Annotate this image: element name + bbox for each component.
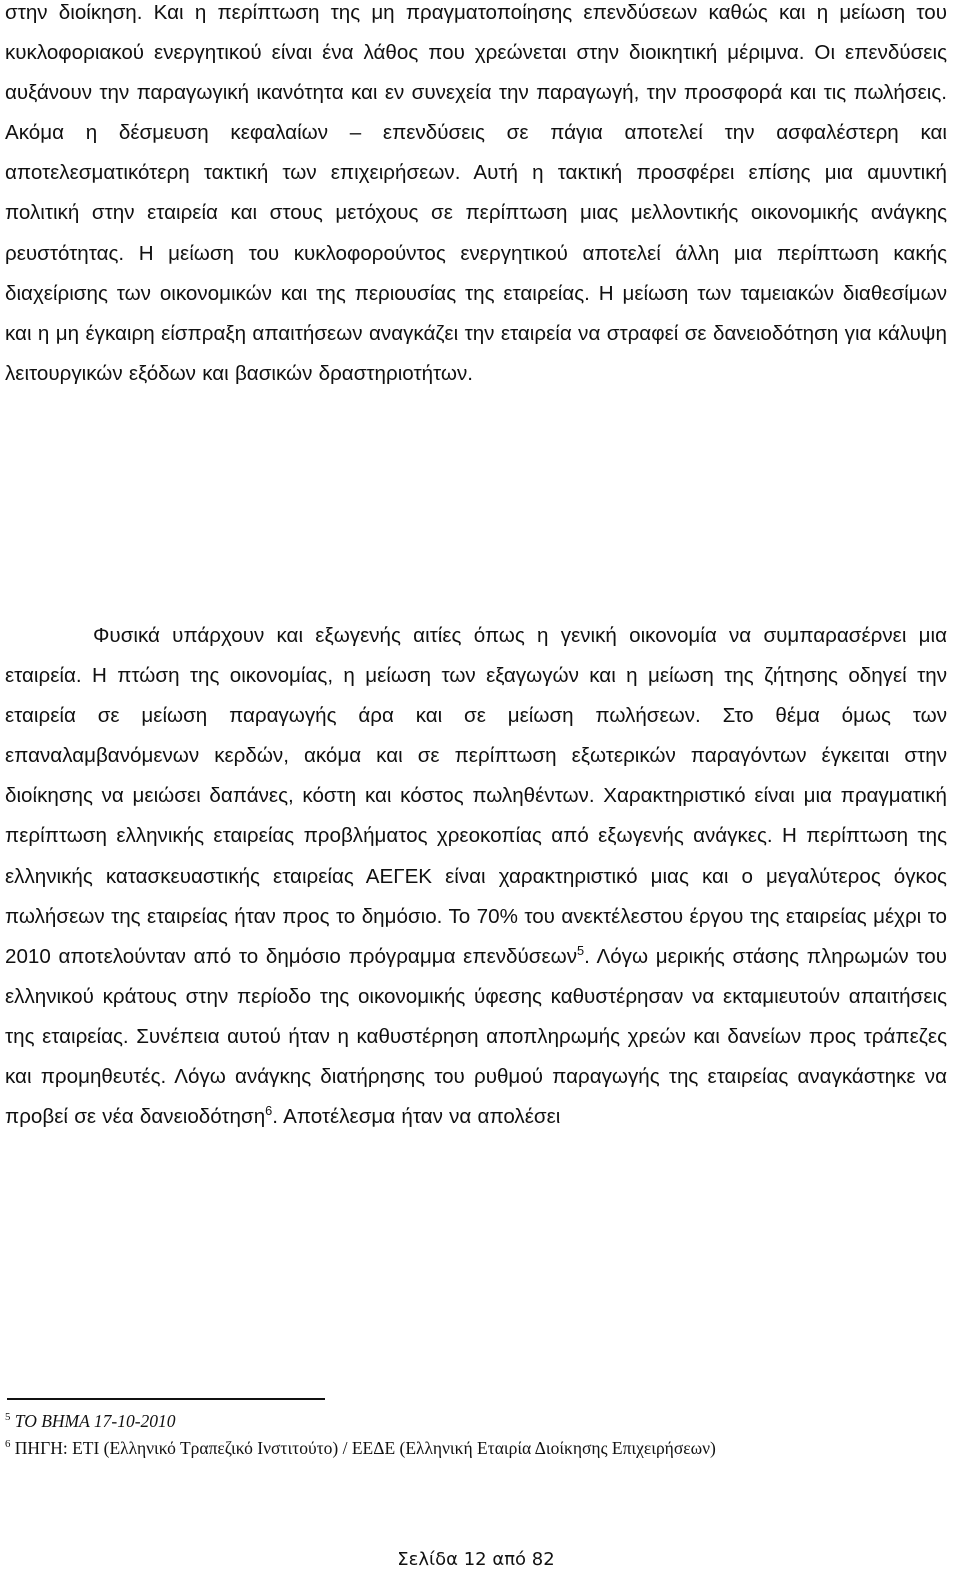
body-paragraph-2 [5, 616, 947, 1137]
document-page [5, 0, 947, 1587]
footnote-6-mark: 6 [5, 1438, 11, 1451]
footnote-6 [5, 1437, 716, 1459]
footnote-5 [5, 1410, 176, 1432]
page-number-footer: Σελίδα 12 από 82 [397, 1549, 555, 1570]
paragraph-2-text-b: . Λόγω μερικής στάσης πληρωμών του ελληνικού κράτους στην περίοδο της οικονομικής ύφεσης καθυστέρησαν να εκταμιευτούν απαιτήσεις της εταιρείας. Συνέπεια αυτού ήταν η καθυστέρηση αποπληρωμής χρεών και δανείων προς τράπεζες και προμηθευτές. Λόγω ανάγκης διατήρησης του ρυθμού παραγωγής της εταιρείας αναγκάστηκε να προβεί σε νέα δανειοδότηση [5, 944, 947, 1129]
paragraph-2-text-a: Φυσικά υπάρχουν και εξωγενής αιτίες όπως η γενική οικονομία να συμπαρασέρνει μια εταιρεία. Η πτώση της οικονομίας, η μείωση των εξαγωγών και η μείωση της ζήτησης οδηγεί την εταιρεία σε μείωση παραγωγής άρα και σε μείωση πωλήσεων. Στο θέμα όμως των επαναλαμβανόμενων κερδών, ακόμα και σε περίπτωση εξωτερικών παραγόντων έγκειται στην διοίκησης να μειώσει δαπάνες, κόστη και κόστος πωληθέντων. Χαρακτηριστικό είναι μια πραγματική περίπτωση ελληνικής εταιρείας προβλήματος χρεοκοπίας από εξωγενής ανάγκες. Η περίπτωση της ελληνικής κατασκευαστικής εταιρείας ΑΕΓΕΚ είναι χαρακτηριστικό μιας και ο μεγαλύτερος όγκος πωλήσεων της εταιρείας ήταν προς το δημόσιο. Το 70% του ανεκτέλεστου έργου της εταιρείας μέχρι το 2010 αποτελούνταν από το δημόσιο πρόγραμμα επενδύσεων [5, 624, 947, 968]
paragraph-2-text-c: . Αποτέλεσμα ήταν να απολέσει [272, 1105, 561, 1129]
footnote-ref-6[interactable]: 6 [265, 1103, 273, 1119]
footnote-5-text: ΤΟ ΒΗΜΑ 17-10-2010 [10, 1411, 176, 1431]
body-paragraph-1: στην διοίκηση. Και η περίπτωση της μη πραγματοποίησης επενδύσεων καθώς και η μείωση του κυκλοφοριακού ενεργητικού είναι ένα λάθος που χρεώνεται στην διοικητική μέριμνα. Οι επενδύσεις αυξάνουν την παραγωγική ικανότητα και εν συνεχεία την παραγωγή, την προσφορά και τις πωλήσεις. Ακόμα η δέσμευση κεφαλαίων – επενδύσεις σε πάγια αποτελεί την ασφαλέστερη και αποτελεσματικότερη τακτική των επιχειρήσεων. Αυτή η τακτική προσφέρει επίσης μια αμυντική πολιτική στην εταιρεία και στους μετόχους σε περίπτωση μιας μελλοντικής οικονομικής ανάγκης ρευστότητας. Η μείωση του κυκλοφορούντος ενεργητικού αποτελεί άλλη μια περίπτωση κακής διαχείρισης των οικονομικών και της περιουσίας της εταιρείας. Η μείωση των ταμειακών διαθεσίμων και η μη έγκαιρη είσπραξη απαιτήσεων αναγκάζει την εταιρεία να στραφεί σε δανειοδότηση για κάλυψη λειτουργικών εξόδων και βασικών δραστηριοτήτων. [5, 1, 947, 385]
footnote-ref-5[interactable]: 5 [577, 942, 585, 958]
footnote-separator [7, 1398, 325, 1400]
footnote-5-mark: 5 [5, 1411, 11, 1424]
footnote-6-text: ΠΗΓΗ: ΕΤΙ (Ελληνικό Τραπεζικό Ινστιτούτο) / ΕΕΔΕ (Ελληνική Εταιρία Διοίκησης Επιχειρήσεων) [10, 1438, 716, 1458]
